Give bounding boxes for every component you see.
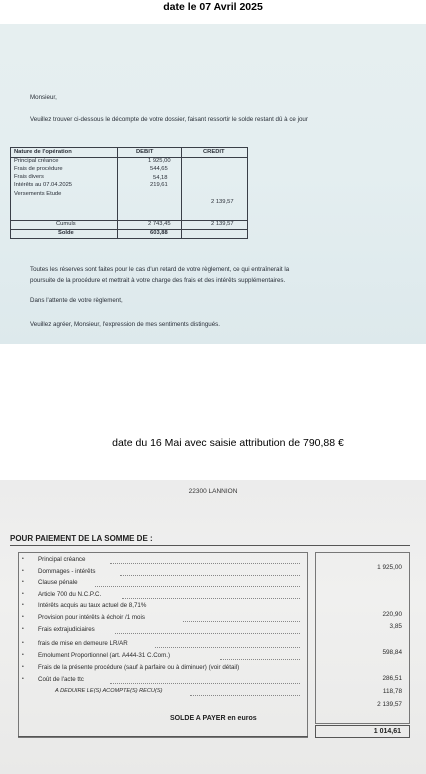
statement-amount: 598,84 — [382, 649, 402, 656]
statement-item: • Coût de l'acte ttc — [22, 676, 84, 683]
statement-amount: 286,51 — [382, 675, 402, 682]
cumuls-label: Cumuls — [56, 221, 76, 227]
statement-item: • Frais extrajudiciaires — [22, 626, 95, 633]
statement-photo — [0, 480, 426, 774]
row-label: Frais divers — [14, 174, 44, 180]
row-label: Versements Etude — [14, 191, 62, 197]
row-debit: 219,61 — [150, 182, 168, 188]
statement-amount: 220,90 — [382, 611, 402, 618]
statement-item: • Clause pénale — [22, 579, 78, 586]
statement-item: • Article 700 du N.C.P.C. — [22, 591, 102, 598]
letter-paragraph: Toutes les réserves sont faites pour le cas d'un retard de votre règlement, ce qui entraînerait la — [30, 266, 290, 273]
header-debit: DEBIT — [136, 149, 154, 155]
row-debit: 544,65 — [150, 166, 168, 172]
header-credit: CREDIT — [203, 149, 225, 155]
statement-amount: 118,78 — [382, 688, 402, 695]
statement-item: • Emolument Proportionnel (art. A444-31 C.Com.) — [22, 652, 171, 659]
row-label: Principal créance — [14, 158, 59, 164]
cumuls-credit: 2 139,57 — [211, 221, 234, 227]
statement-amount: 3,85 — [389, 623, 402, 630]
solde-label: SOLDE A PAYER en euros — [170, 715, 257, 722]
row-debit: 54,18 — [153, 175, 168, 181]
row-credit: 2 139,57 — [211, 199, 234, 205]
solde-debit: 603,88 — [150, 230, 168, 236]
statement-amount: 1 925,00 — [377, 564, 402, 571]
caption-top: date le 07 Avril 2025 — [163, 1, 263, 13]
row-label: Intérêts au 07.04.2025 — [14, 182, 73, 188]
statement-item: • Principal créance — [22, 556, 86, 563]
letter-closing: Veuillez agréer, Monsieur, l'expression de mes sentiments distingués. — [30, 321, 220, 328]
letter-paragraph: poursuite de la procédure et mettrait à votre charge des frais et des intérêts supplémentaires. — [30, 277, 286, 284]
header-nature: Nature de l'opération — [14, 149, 72, 155]
letter-intro: Veuillez trouver ci-dessous le décompte de votre dossier, faisant ressortir le solde restant dû à ce jour — [30, 116, 308, 123]
deduct-label: A DEDUIRE LE(S) ACOMPTE(S) RECU(S) — [55, 688, 163, 694]
cumuls-debit: 2 743,45 — [148, 221, 171, 227]
statement-item: • Dommages - intérêts — [22, 568, 96, 575]
letter-greeting: Monsieur, — [30, 94, 57, 101]
account-table — [10, 147, 248, 239]
statement-item: • frais de mise en demeure LR/AR — [22, 640, 128, 647]
city-header: 22300 LANNION — [188, 488, 238, 495]
statement-item: • Provision pour intérêts à échoir /1 mois — [22, 614, 145, 621]
section-title: POUR PAIEMENT DE LA SOMME DE : — [10, 534, 153, 543]
row-label: Frais de procédure — [14, 166, 63, 172]
statement-item: • Intérêts acquis au taux actuel de 8,71% — [22, 602, 147, 609]
letter-paragraph: Dans l'attente de votre règlement, — [30, 297, 123, 304]
statement-item: • Frais de la présente procédure (sauf à parfaire ou à diminuer) (voir détail) — [22, 664, 240, 671]
row-debit: 1 925,00 — [148, 158, 171, 164]
solde-amount: 1 014,61 — [315, 725, 410, 738]
letter-photo — [0, 24, 426, 344]
solde-label: Solde — [58, 230, 74, 236]
caption-middle: date du 16 Mai avec saisie attribution de 790,88 € — [112, 437, 344, 449]
amounts-column — [315, 552, 410, 724]
deduct-amount: 2 139,57 — [377, 701, 402, 708]
